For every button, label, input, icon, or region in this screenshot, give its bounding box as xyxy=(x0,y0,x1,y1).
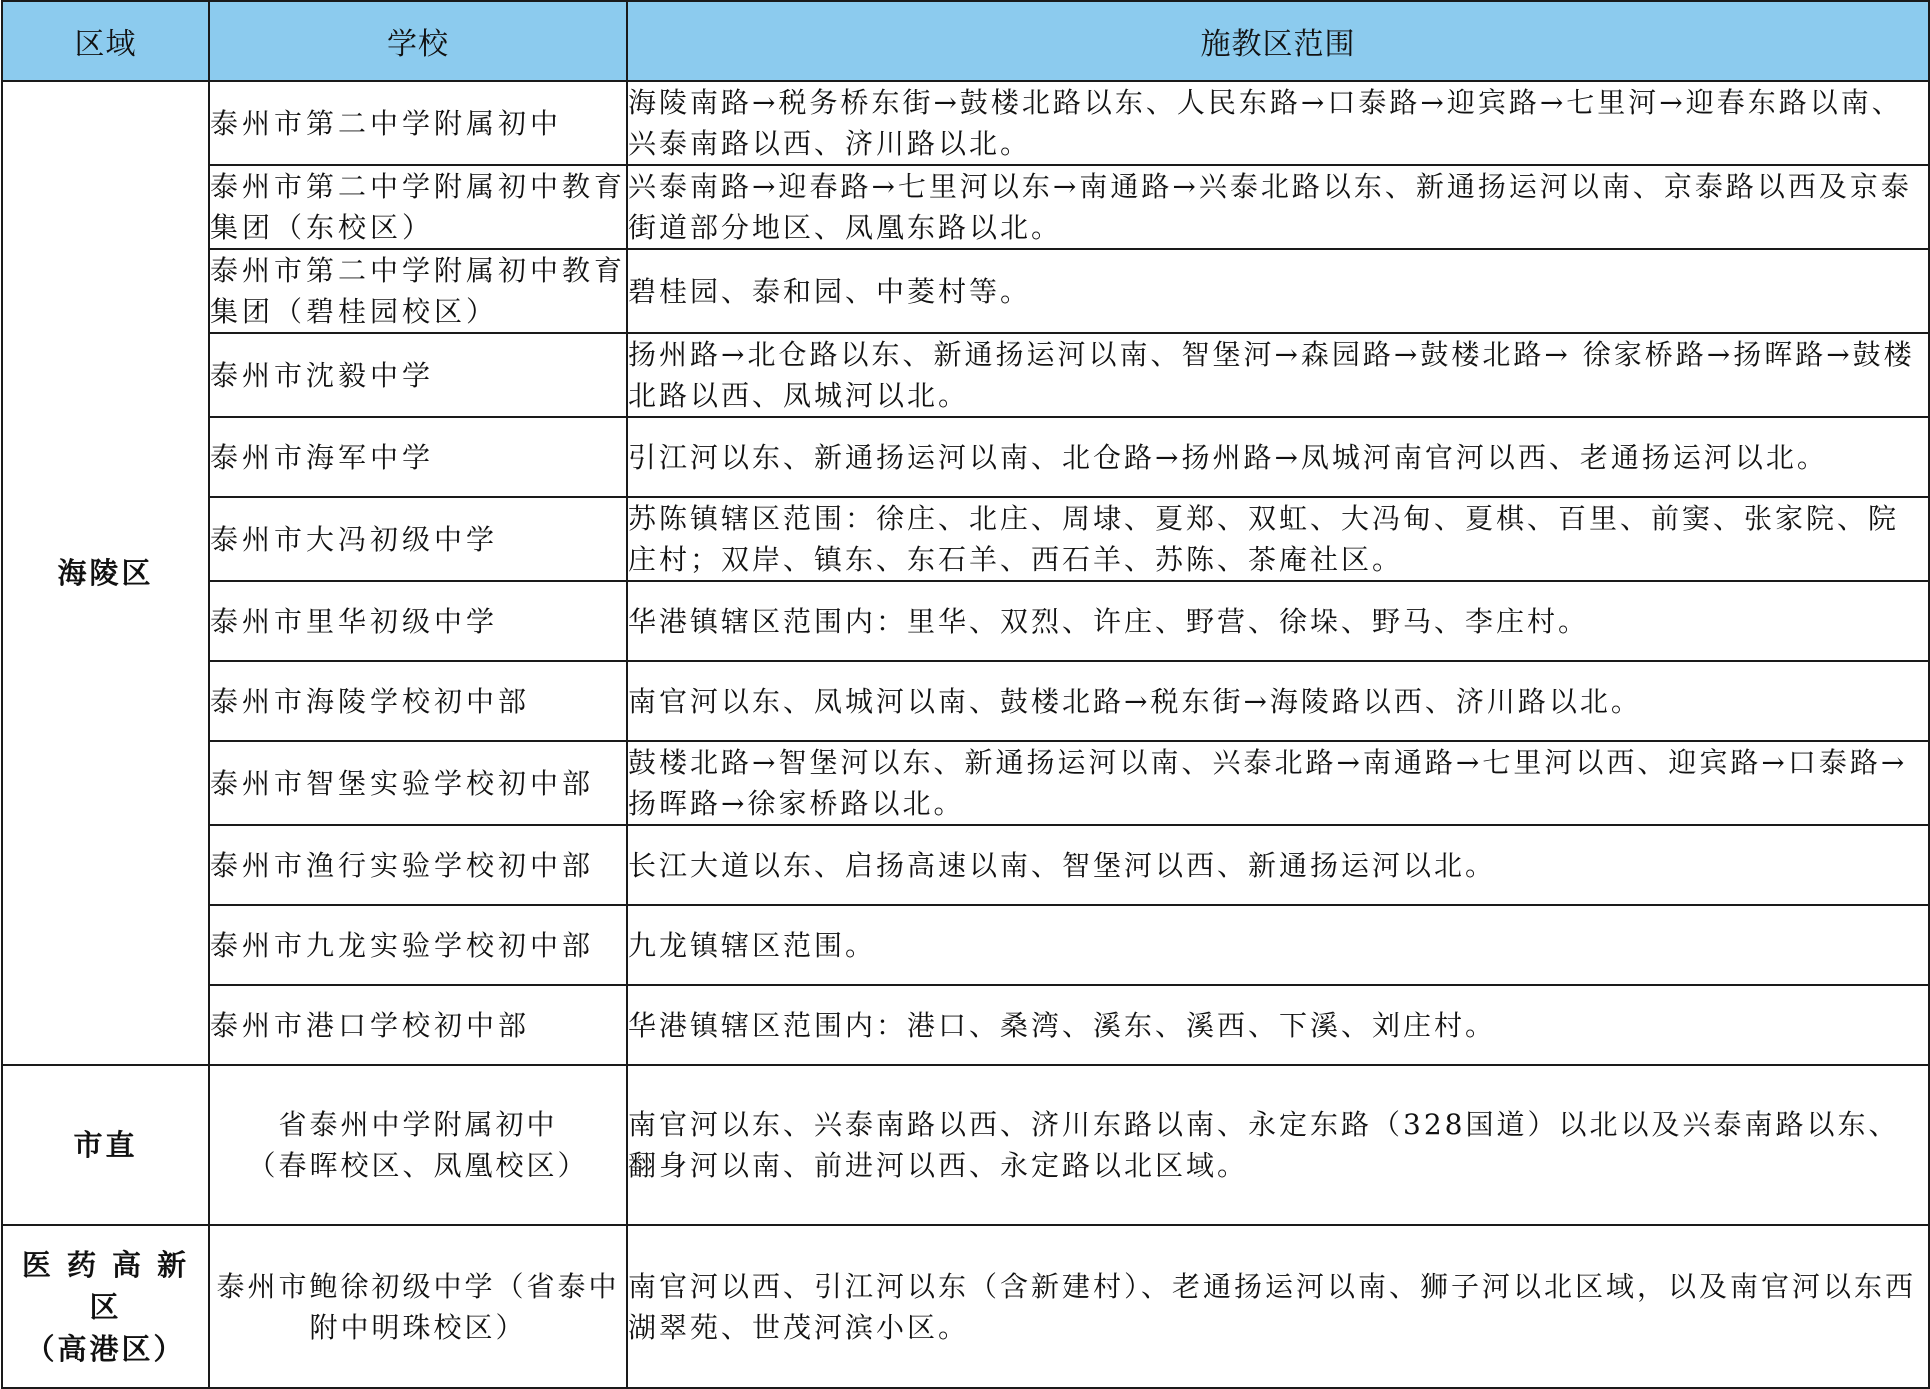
scope-cell: 兴泰南路→迎春路→七里河以东→南通路→兴泰北路以东、新通扬运河以南、京泰路以西及京泰街道部分地区、凤凰东路以北。 xyxy=(627,165,1929,249)
school-cell: 泰州市智堡实验学校初中部 xyxy=(209,741,627,825)
header-school: 学校 xyxy=(209,1,627,81)
header-row xyxy=(2,1,1929,81)
school-cell: 泰州市鲍徐初级中学（省泰中附中明珠校区） xyxy=(209,1225,627,1388)
header-district: 区域 xyxy=(2,1,209,81)
district-cell-gaogang: 医 药 高 新 区 （高港区） xyxy=(2,1225,209,1388)
scope-cell: 华港镇辖区范围内：港口、桑湾、溪东、溪西、下溪、刘庄村。 xyxy=(627,985,1929,1065)
table-row xyxy=(2,81,1929,165)
scope-cell: 苏陈镇辖区范围：徐庄、北庄、周埭、夏郑、双虹、大冯甸、夏棋、百里、前窦、张家院、院庄村；双岸、镇东、东石羊、西石羊、苏陈、茶庵社区。 xyxy=(627,497,1929,581)
table-row xyxy=(2,333,1929,417)
table-row xyxy=(2,249,1929,333)
scope-cell: 南官河以东、兴泰南路以西、济川东路以南、永定东路（328国道）以北以及兴泰南路以东、翻身河以南、前进河以西、永定路以北区域。 xyxy=(627,1065,1929,1225)
scope-cell: 海陵南路→税务桥东街→鼓楼北路以东、人民东路→口泰路→迎宾路→七里河→迎春东路以南、兴泰南路以西、济川路以北。 xyxy=(627,81,1929,165)
school-cell: 泰州市第二中学附属初中教育集团（碧桂园校区） xyxy=(209,249,627,333)
district-cell-hailing: 海陵区 xyxy=(2,81,209,1065)
table-row xyxy=(2,661,1929,741)
table-row xyxy=(2,581,1929,661)
table-row xyxy=(2,1225,1929,1388)
school-cell: 泰州市第二中学附属初中 xyxy=(209,81,627,165)
table-row xyxy=(2,1065,1929,1225)
school-cell: 泰州市海军中学 xyxy=(209,417,627,497)
scope-cell: 长江大道以东、启扬高速以南、智堡河以西、新通扬运河以北。 xyxy=(627,825,1929,905)
school-cell: 泰州市沈毅中学 xyxy=(209,333,627,417)
table-row xyxy=(2,497,1929,581)
scope-cell: 扬州路→北仓路以东、新通扬运河以南、智堡河→森园路→鼓楼北路→ 徐家桥路→扬晖路→鼓楼北路以西、凤城河以北。 xyxy=(627,333,1929,417)
district-cell-shizhi: 市直 xyxy=(2,1065,209,1225)
school-cell: 泰州市第二中学附属初中教育集团（东校区） xyxy=(209,165,627,249)
table-row xyxy=(2,985,1929,1065)
scope-cell: 碧桂园、泰和园、中菱村等。 xyxy=(627,249,1929,333)
scope-cell: 九龙镇辖区范围。 xyxy=(627,905,1929,985)
school-cell: 泰州市大冯初级中学 xyxy=(209,497,627,581)
school-cell: 省泰州中学附属初中 （春晖校区、凤凰校区） xyxy=(209,1065,627,1225)
scope-cell: 鼓楼北路→智堡河以东、新通扬运河以南、兴泰北路→南通路→七里河以西、迎宾路→口泰路→扬晖路→徐家桥路以北。 xyxy=(627,741,1929,825)
header-scope: 施教区范围 xyxy=(627,1,1929,81)
school-cell: 泰州市里华初级中学 xyxy=(209,581,627,661)
table-row xyxy=(2,417,1929,497)
scope-cell: 南官河以西、引江河以东（含新建村）、老通扬运河以南、狮子河以北区域，以及南官河以东西湖翠苑、世茂河滨小区。 xyxy=(627,1225,1929,1388)
table-row xyxy=(2,905,1929,985)
scope-cell: 引江河以东、新通扬运河以南、北仓路→扬州路→凤城河南官河以西、老通扬运河以北。 xyxy=(627,417,1929,497)
table-row xyxy=(2,165,1929,249)
school-cell: 泰州市渔行实验学校初中部 xyxy=(209,825,627,905)
school-cell: 泰州市港口学校初中部 xyxy=(209,985,627,1065)
scope-cell: 南官河以东、凤城河以南、鼓楼北路→税东街→海陵路以西、济川路以北。 xyxy=(627,661,1929,741)
table-row xyxy=(2,825,1929,905)
scope-cell: 华港镇辖区范围内：里华、双烈、许庄、野营、徐垛、野马、李庄村。 xyxy=(627,581,1929,661)
school-cell: 泰州市海陵学校初中部 xyxy=(209,661,627,741)
school-district-table xyxy=(1,0,1930,1389)
school-cell: 泰州市九龙实验学校初中部 xyxy=(209,905,627,985)
table-row xyxy=(2,741,1929,825)
